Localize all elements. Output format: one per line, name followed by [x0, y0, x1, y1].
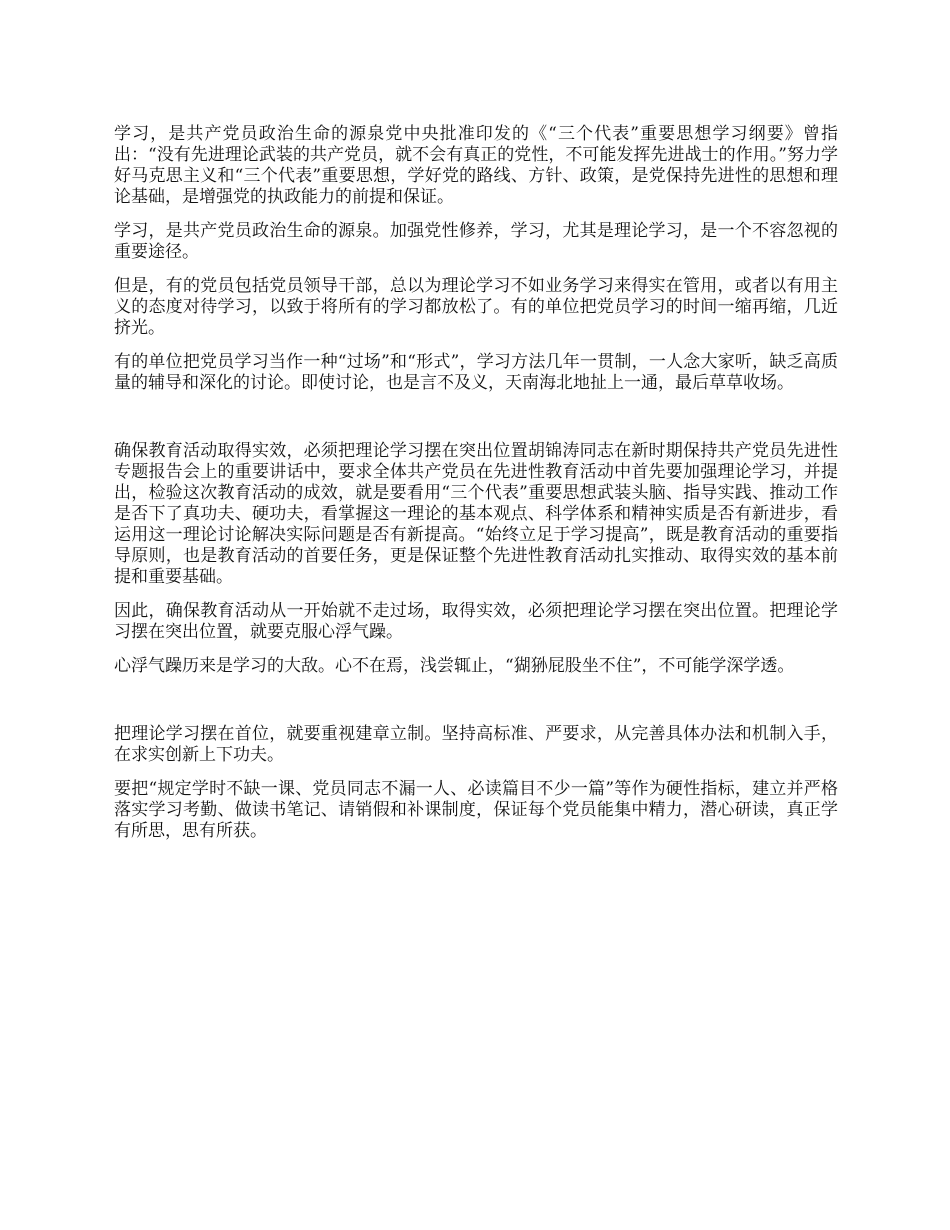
paragraph: 有的单位把党员学习当作一种“过场”和“形式”，学习方法几年一贯制，一人念大家听，缺乏高质量的辅导和深化的讨论。即使讨论，也是言不及义，天南海北地扯上一通，最后草草收场。 — [114, 352, 838, 393]
paragraph: 学习，是共产党员政治生命的源泉党中央批准印发的《“三个代表”重要思想学习纲要》曾指出：“没有先进理论武装的共产党员，就不会有真正的党性，不可能发挥先进战士的作用。”努力学好马克思主义和“三个代表”重要思想，学好党的路线、方针、政策，是党保持先进性的思想和理论基础，是增强党的执政能力的前提和保证。 — [114, 124, 838, 207]
section-2 — [114, 441, 838, 677]
paragraph: 但是，有的党员包括党员领导干部，总以为理论学习不如业务学习来得实在管用，或者以有用主义的态度对待学习，以致于将所有的学习都放松了。有的单位把党员学习的时间一缩再缩，几近挤光。 — [114, 276, 838, 338]
paragraph: 把理论学习摆在首位，就要重视建章立制。坚持高标准、严要求，从完善具体办法和机制入手，在求实创新上下功夫。 — [114, 724, 838, 765]
section-3 — [114, 724, 838, 842]
paragraph: 因此，确保教育活动从一开始就不走过场，取得实效，必须把理论学习摆在突出位置。把理论学习摆在突出位置，就要克服心浮气躁。 — [114, 601, 838, 642]
section-spacer — [114, 407, 838, 441]
section-1 — [114, 124, 838, 394]
paragraph: 确保教育活动取得实效，必须把理论学习摆在突出位置胡锦涛同志在新时期保持共产党员先进性专题报告会上的重要讲话中，要求全体共产党员在先进性教育活动中首先要加强理论学习，并提出，检验这次教育活动的成效，就是要看用“三个代表”重要思想武装头脑、指导实践、推动工作是否下了真功夫、硬功夫，看掌握这一理论的基本观点、科学体系和精神实质是否有新进步，看运用这一理论讨论解决实际问题是否有新提高。“始终立足于学习提高”，既是教育活动的重要指导原则，也是教育活动的首要任务，更是保证整个先进性教育活动扎实推动、取得实效的基本前提和重要基础。 — [114, 441, 838, 587]
paragraph: 学习，是共产党员政治生命的源泉。加强党性修养，学习，尤其是理论学习，是一个不容忽视的重要途径。 — [114, 221, 838, 262]
paragraph: 心浮气躁历来是学习的大敌。心不在焉，浅尝辄止，“猢狲屁股坐不住”，不可能学深学透。 — [114, 656, 795, 676]
paragraph: 要把“规定学时不缺一课、党员同志不漏一人、必读篇目不少一篇”等作为硬性指标，建立并严格落实学习考勤、做读书笔记、请销假和补课制度，保证每个党员能集中精力，潜心研读，真正学有所思，思有所获。 — [114, 779, 838, 841]
section-spacer — [114, 690, 838, 724]
document-body — [114, 124, 838, 855]
